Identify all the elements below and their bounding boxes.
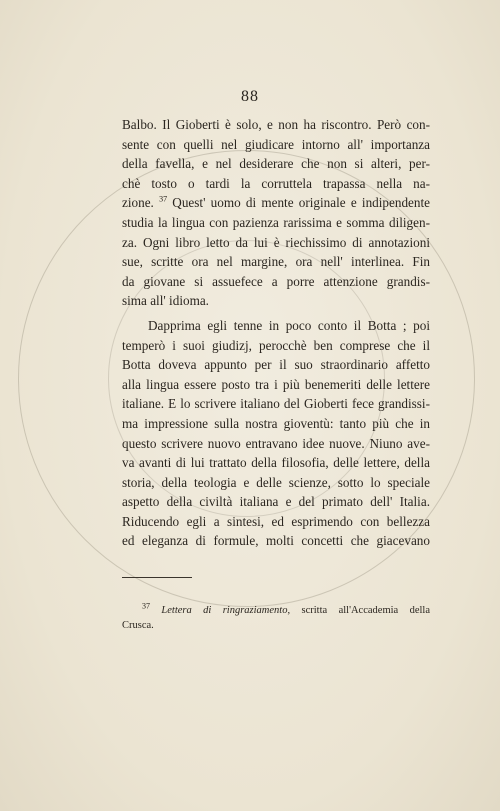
footnote-title: Lettera di ringraziamento (161, 605, 288, 616)
text-line: italiane. E lo scrivere italiano del Gioberti fece grandissi- (122, 396, 430, 412)
text-line-with-note (122, 193, 430, 213)
text-line: Riducendo egli a sintesi, ed esprimendo con bellezza (122, 513, 430, 529)
footnote-separator (122, 577, 192, 578)
page-number: 88 (241, 88, 259, 105)
text-line: studia la lingua con pazienza rarissima e somma diligen- (122, 214, 430, 230)
footnote-reference: 37 (159, 194, 168, 204)
text-line: Dapprima egli tenne in poco conto il Botta ; poi (148, 317, 430, 333)
footnote-line (122, 603, 430, 618)
text-line: Balbo. Il Gioberti è solo, e non ha riscontro. Però con- (122, 117, 430, 132)
footnote-marker: 37 (142, 601, 150, 611)
text-fragment: Quest' uomo di mente originale e indipendente (172, 195, 431, 211)
text-line: chè tosto o tardi la corruttela trapassa nella na- (122, 175, 430, 191)
text-line: storia, della teologia e delle scienze, sotto lo speciale (122, 474, 430, 490)
text-line: va avanti di lui trattato della filosofia, delle lettere, della (122, 455, 430, 471)
text-line: aspetto della civiltà italiana e del primato dell' Italia. (122, 494, 430, 510)
footnote-text: , scritta all'Accademia della (287, 605, 430, 616)
text-line: sente con quelli nel giudicare intorno all' importanza (122, 136, 430, 152)
text-line: questo scrivere nuovo entravano idee nuove. Niuno ave- (122, 435, 430, 451)
body-text (122, 115, 430, 551)
text-line: temperò i suoi giudizj, perocchè ben comprese che il (122, 337, 430, 353)
text-line: alla lingua essere posto tra i più benemeriti delle lettere (122, 376, 430, 392)
text-line: ma impressione sulla nostra gioventù: tanto più che in (122, 415, 430, 431)
text-line: sue, scritte ora nel margine, ora nell' interlinea. Fin (122, 254, 430, 270)
footnote (122, 603, 430, 633)
text-line: sima all' idioma. (122, 293, 209, 309)
text-line: za. Ogni libro letto da lui è riechissimo di annotazioni (122, 234, 430, 250)
text-line: ed eleganza di formule, molti concetti che giacevano (122, 533, 430, 549)
text-line: della favella, e nel desiderare che non si alteri, per- (122, 156, 430, 172)
text-fragment: zione. (122, 195, 154, 211)
text-line: Botta doveva appunto per il suo straordinario affetto (122, 357, 430, 373)
footnote-line: Crusca. (122, 620, 154, 631)
text-line: da giovane si assuefece a porre attenzione grandis- (122, 273, 430, 289)
